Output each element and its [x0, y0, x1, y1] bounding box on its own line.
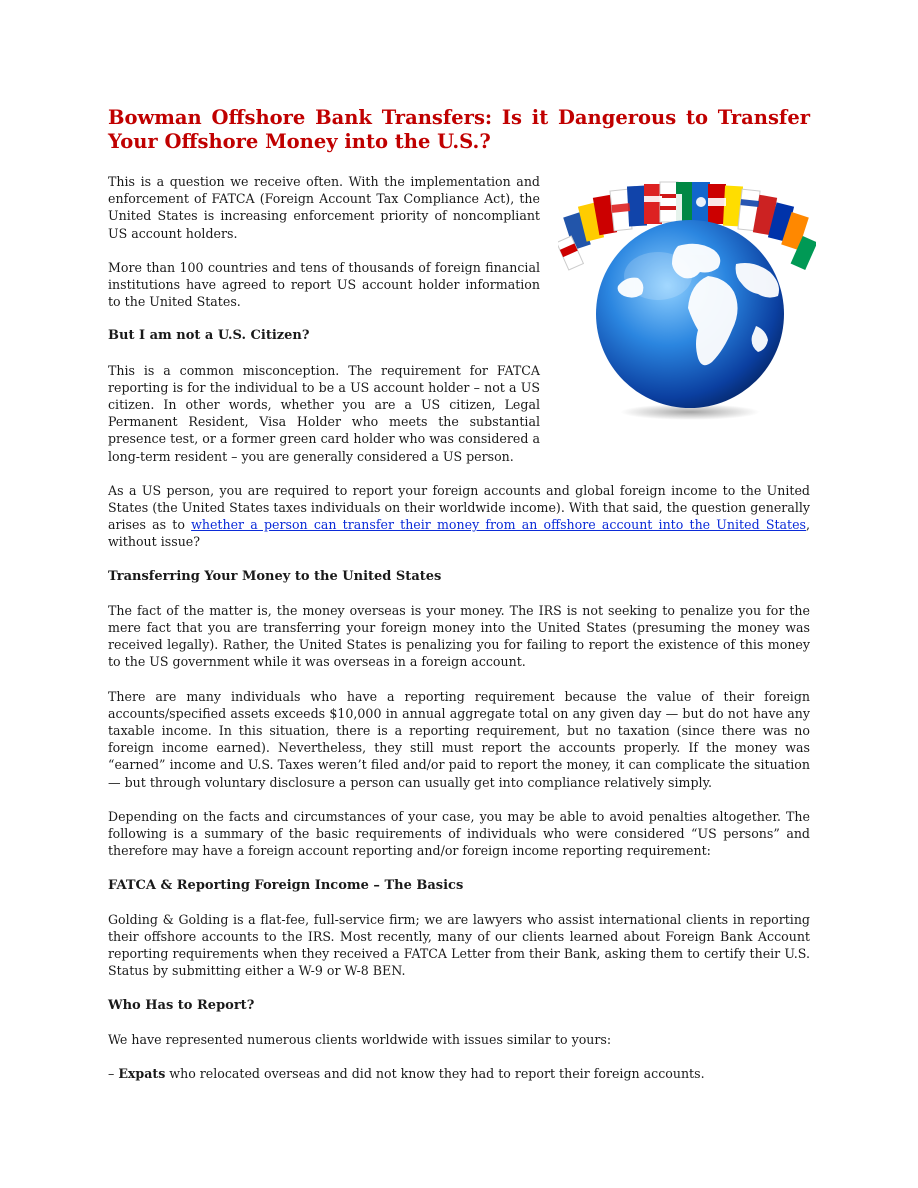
section1-paragraph-2-text-b: , without issue?	[108, 517, 811, 550]
section4-paragraph-1: We have represented numerous clients worldwide with issues similar to yours:	[108, 1031, 612, 1047]
expats-text: who relocated overseas and did not know they had to report their foreign accounts.	[165, 1065, 705, 1081]
intro-paragraph-2: More than 100 countries and tens of thousands of foreign financial institutions have agreed to report US account holder information to the United States.	[108, 259, 540, 310]
section-heading-fatca-basics: FATCA & Reporting Foreign Income – The Basics	[108, 877, 464, 893]
intro-paragraph-1: This is a question we receive often. With the implementation and enforcement of FATCA (Foreign Account Tax Compliance Act), the United States is increasing enforcement priority of noncompliant US account holders.	[108, 174, 540, 241]
section3-paragraph-1: Golding & Golding is a flat-fee, full-service firm; we are lawyers who assist international clients in reporting their offshore accounts to the IRS. Most recently, many of our clients learned about Foreign Bank Account reporting requirements when they received a FATCA Letter from their Bank, asking them to certify their U.S. Status by submitting either a W-9 or W-8 BEN.	[108, 911, 810, 979]
section1-paragraph-1: This is a common misconception. The requirement for FATCA reporting is for the individual to be a US account holder – not a US citizen. In other words, whether you are a US citizen, Legal Permanent Resident, Visa Holder who meets the substantial presence test, or a former green card holder who was considered a long-term resident – you are generally considered a US person.	[108, 362, 540, 464]
page-title: Bowman Offshore Bank Transfers: Is it Dangerous to Transfer Your Offshore Money into the U.S.?	[108, 106, 810, 153]
expats-label: Expats	[118, 1065, 166, 1081]
expats-list-item	[108, 1065, 810, 1082]
section1-paragraph-2	[108, 482, 810, 551]
section2-paragraph-3: Depending on the facts and circumstances of your case, you may be able to avoid penalties altogether. The following is a summary of the basic requirements of individuals who were considered “US persons” and therefore may have a foreign account reporting and/or foreign income reporting requirement:	[108, 808, 810, 859]
bullet-dash: –	[108, 1065, 119, 1081]
section-heading-who-reports: Who Has to Report?	[108, 997, 255, 1013]
section-heading-not-citizen: But I am not a U.S. Citizen?	[108, 328, 310, 344]
section1-paragraph-2-text-a: As a US person, you are required to report your foreign accounts and global foreign income to the United States (the United States taxes individuals on their worldwide income). With that said, the question generally arises as to	[108, 482, 810, 533]
transfer-money-link[interactable]: whether a person can transfer their money from an offshore account into the United States	[191, 517, 806, 533]
globe-with-flags-icon	[558, 176, 816, 424]
document-page	[108, 106, 810, 1082]
section-heading-transferring: Transferring Your Money to the United States	[108, 568, 442, 584]
section2-paragraph-2: There are many individuals who have a reporting requirement because the value of their foreign accounts/specified assets exceeds $10,000 in annual aggregate total on any given day — but do not have any taxable income. In this situation, there is a reporting requirement, but no taxation (since there was no foreign income earned). Nevertheless, they still must report the accounts properly. If the money was “earned” income and U.S. Taxes weren’t filed and/or paid to report the money, it can complicate the situation — but through voluntary disclosure a person can usually get into compliance relatively simply.	[108, 688, 810, 790]
section2-paragraph-1: The fact of the matter is, the money overseas is your money. The IRS is not seeking to penalize you for the mere fact that you are transferring your foreign money into the United States (presuming the money was received legally). Rather, the United States is penalizing you for failing to report the existence of this money to the US government while it was overseas in a foreign account.	[108, 602, 810, 670]
